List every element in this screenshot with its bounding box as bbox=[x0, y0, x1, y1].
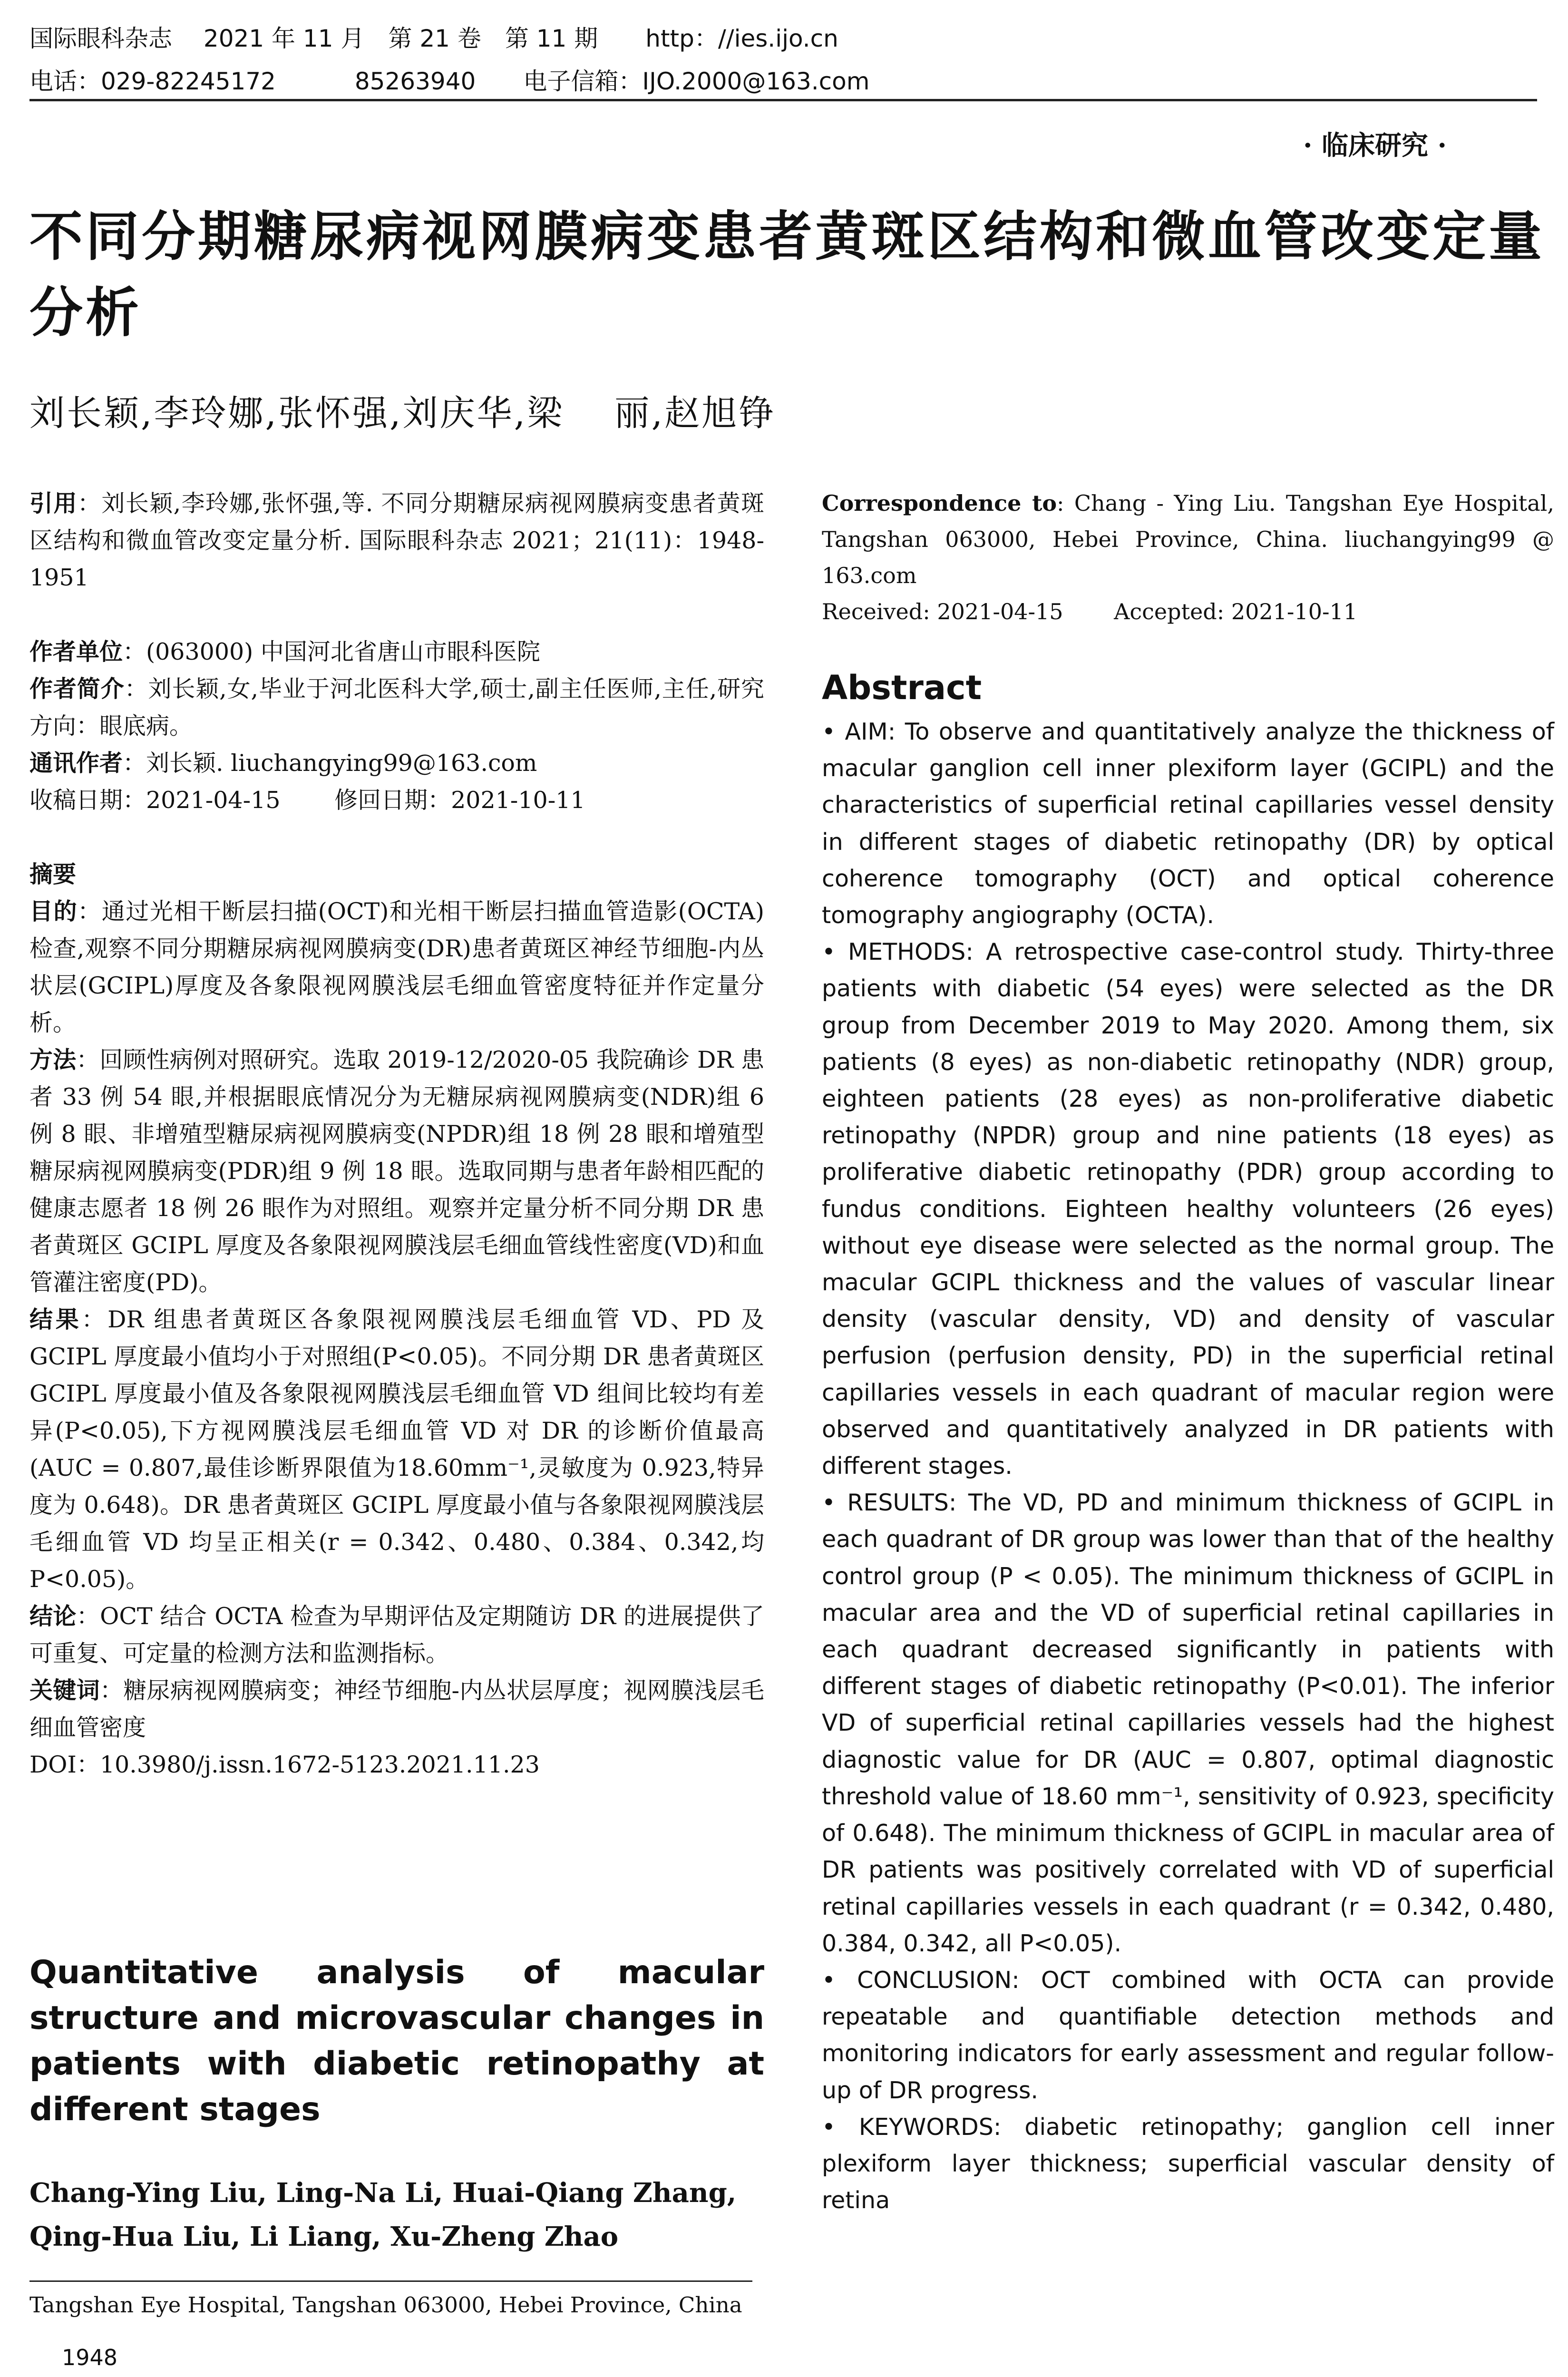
abstract-heading-en: Abstract bbox=[822, 668, 982, 707]
method-cn-label: 方法 bbox=[29, 1046, 77, 1073]
footer-rule bbox=[29, 2280, 752, 2282]
authors-en: Chang-Ying Liu, Ling-Na Li, Huai-Qiang Zhang, Qing-Hua Liu, Li Liang, Xu-Zheng Zhao bbox=[29, 2177, 737, 2252]
abstract-heading-cn-text: 摘要 bbox=[29, 861, 77, 888]
section-tag: · 临床研究 · bbox=[1303, 130, 1447, 161]
result-cn bbox=[29, 1301, 764, 1598]
article-title-cn: 不同分期糖尿病视网膜病变患者黄斑区结构和微血管改变定量分析 bbox=[29, 206, 1545, 344]
author-bio-text: ：刘长颖,女,毕业于河北医科大学,硕士,副主任医师,主任,研究方向：眼底病。 bbox=[29, 675, 764, 740]
correspondence-label: Correspondence to bbox=[822, 490, 1057, 516]
results-en: • RESULTS: The VD, PD and minimum thickness of GCIPL in each quadrant of DR group was lower than that of the healthy control group (P < 0.05). The minimum thickness of GCIPL in macular area and the VD of superficial retinal capillaries in each quadrant decreased significantly in patients with different stages of diabetic retinopathy (P<0.01). The inferior VD of superficial retinal capillaries vessels had the highest diagnostic value for DR (AUC = 0.807, optimal diagnostic threshold value of 18.60 mm⁻¹, sensitivity of 0.923, specificity of 0.648). The minimum thickness of GCIPL in macular area of DR patients was positively correlated with VD of superficial retinal capillaries vessels in each quadrant (r = 0.342, 0.480, 0.384, 0.342, all P<0.05). bbox=[822, 1489, 1554, 1957]
authors-cn: 刘长颖,李玲娜,张怀强,刘庆华,梁 丽,赵旭铮 bbox=[29, 393, 776, 434]
abstract-heading-cn bbox=[29, 856, 764, 893]
author-unit-text: ：(063000) 中国河北省唐山市眼科医院 bbox=[123, 638, 540, 665]
author-unit-label: 作者单位 bbox=[29, 638, 123, 665]
method-cn bbox=[29, 1042, 764, 1301]
spacer bbox=[29, 819, 764, 856]
corresponding-author-text: ：刘长颖. liuchangying99@163.com bbox=[123, 750, 537, 777]
correspondence-text: : Chang - Ying Liu. Tangshan Eye Hospital, Tangshan 063000, Hebei Province, China. liuchangying99 @ 163.com bbox=[822, 490, 1554, 588]
header-rule bbox=[29, 99, 1537, 101]
aim-cn-text: ：通过光相干断层扫描(OCT)和光相干断层扫描血管造影(OCTA)检查,观察不同分期糖尿病视网膜病变(DR)患者黄斑区神经节细胞-内丛状层(GCIPL)厚度及各象限视网膜浅层毛细血管密度特征并作定量分析。 bbox=[29, 898, 764, 1036]
doi: DOI：10.3980/j.issn.1672-5123.2021.11.23 bbox=[29, 1751, 540, 1778]
dates-cn: 收稿日期：2021-04-15 修回日期：2021-10-11 bbox=[29, 787, 585, 814]
left-column bbox=[29, 485, 764, 1783]
spacer bbox=[29, 596, 764, 633]
journal-header-line2: 电话：029-82245172 85263940 电子信箱：IJO.2000@163.com bbox=[29, 68, 870, 95]
author-bio-label: 作者简介 bbox=[29, 675, 125, 702]
result-cn-label: 结果 bbox=[29, 1306, 82, 1333]
correspondence bbox=[822, 485, 1554, 594]
correspondence-block bbox=[822, 485, 1554, 630]
abstract-en bbox=[822, 713, 1554, 2219]
methods-en: • METHODS: A retrospective case-control study. Thirty-three patients with diabetic (54 eyes) were selected as the DR group from December 2019 to May 2020. Among them, six patients (8 eyes) as non-diabetic retinopathy (NDR) group, eighteen patients (28 eyes) as non-proliferative diabetic retinopathy (NPDR) group and nine patients (18 eyes) as proliferative diabetic retinopathy (PDR) group according to fundus conditions. Eighteen healthy volunteers (26 eyes) without eye disease were selected as the normal group. The macular GCIPL thickness and the values of vascular linear density (vascular density, VD) and density of vascular perfusion (perfusion density, PD) in the superficial retinal capillaries vessels in each quadrant of macular region were observed and quantitatively analyzed in DR patients with different stages. bbox=[822, 938, 1554, 1480]
aim-cn bbox=[29, 893, 764, 1042]
keywords-en: • KEYWORDS: diabetic retinopathy; ganglion cell inner plexiform layer thickness; superficial vascular density of retina bbox=[822, 2113, 1554, 2214]
conclusion-en: • CONCLUSION: OCT combined with OCTA can provide repeatable and quantifiable detection methods and monitoring indicators for early assessment and regular follow-up of DR progress. bbox=[822, 1966, 1554, 2104]
citation-text: ：刘长颖,李玲娜,张怀强,等. 不同分期糖尿病视网膜病变患者黄斑区结构和微血管改变定量分析. 国际眼科杂志 2021；21(11)：1948-1951 bbox=[29, 490, 764, 591]
citation-label: 引用 bbox=[29, 490, 78, 517]
result-cn-text: ：DR 组患者黄斑区各象限视网膜浅层毛细血管 VD、PD 及 GCIPL 厚度最小值均小于对照组(P<0.05)。不同分期 DR 患者黄斑区 GCIPL 厚度最小值及各象限视网膜浅层毛细血管 VD 组间比较均有差异(P<0.05),下方视网膜浅层毛细血管 VD 对 DR 的诊断价值最高(AUC = 0.807,最佳诊断界限值为18.60mm⁻¹,灵敏度为 0.923,特异度为 0.648)。DR 患者黄斑区 GCIPL 厚度最小值与各象限视网膜浅层毛细血管 VD 均呈正相关(r = 0.342、0.480、0.384、0.342,均 P<0.05)。 bbox=[29, 1306, 764, 1593]
keywords-cn-text: ：糖尿病视网膜病变；神经节细胞-内丛状层厚度；视网膜浅层毛细血管密度 bbox=[29, 1677, 764, 1741]
method-cn-text: ：回顾性病例对照研究。选取 2019-12/2020-05 我院确诊 DR 患者 33 例 54 眼,并根据眼底情况分为无糖尿病视网膜病变(NDR)组 6 例 8 眼、非增殖型糖尿病视网膜病变(NPDR)组 18 例 28 眼和增殖型糖尿病视网膜病变(PDR)组 9 例 18 眼。选取同期与患者年龄相匹配的健康志愿者 18 例 26 眼作为对照组。观察并定量分析不同分期 DR 患者黄斑区 GCIPL 厚度及各象限视网膜浅层毛细血管线性密度(VD)和血管灌注密度(PD)。 bbox=[29, 1046, 764, 1296]
aim-cn-label: 目的 bbox=[29, 898, 78, 925]
author-bio bbox=[29, 671, 764, 745]
page-number: 1948 bbox=[62, 2345, 118, 2370]
corresponding-author bbox=[29, 745, 764, 782]
keywords-cn-label: 关键词 bbox=[29, 1677, 100, 1704]
journal-header-line1: 国际眼科杂志 2021 年 11 月 第 21 卷 第 11 期 http：//ies.ijo.cn bbox=[29, 25, 838, 52]
citation bbox=[29, 485, 764, 596]
conclusion-cn bbox=[29, 1598, 764, 1672]
keywords-cn bbox=[29, 1672, 764, 1746]
conclusion-cn-text: ：OCT 结合 OCTA 检查为早期评估及定期随访 DR 的进展提供了可重复、可定量的检测方法和监测指标。 bbox=[29, 1603, 764, 1667]
article-title-en: Quantitative analysis of macular structure and microvascular changes in patients with diabetic retinopathy at different stages bbox=[29, 1954, 764, 2128]
aim-en: • AIM: To observe and quantitatively analyze the thickness of macular ganglion cell inner plexiform layer (GCIPL) and the characteristics of superficial retinal capillaries vessel density in different stages of diabetic retinopathy (DR) by optical coherence tomography (OCT) and optical coherence tomography angiography (OCTA). bbox=[822, 718, 1554, 929]
author-unit bbox=[29, 633, 764, 671]
affiliation-en: Tangshan Eye Hospital, Tangshan 063000, Hebei Province, China bbox=[29, 2292, 742, 2318]
conclusion-cn-label: 结论 bbox=[29, 1603, 77, 1630]
corresponding-author-label: 通讯作者 bbox=[29, 750, 123, 777]
received-accepted: Received: 2021-04-15 Accepted: 2021-10-11 bbox=[822, 599, 1358, 624]
